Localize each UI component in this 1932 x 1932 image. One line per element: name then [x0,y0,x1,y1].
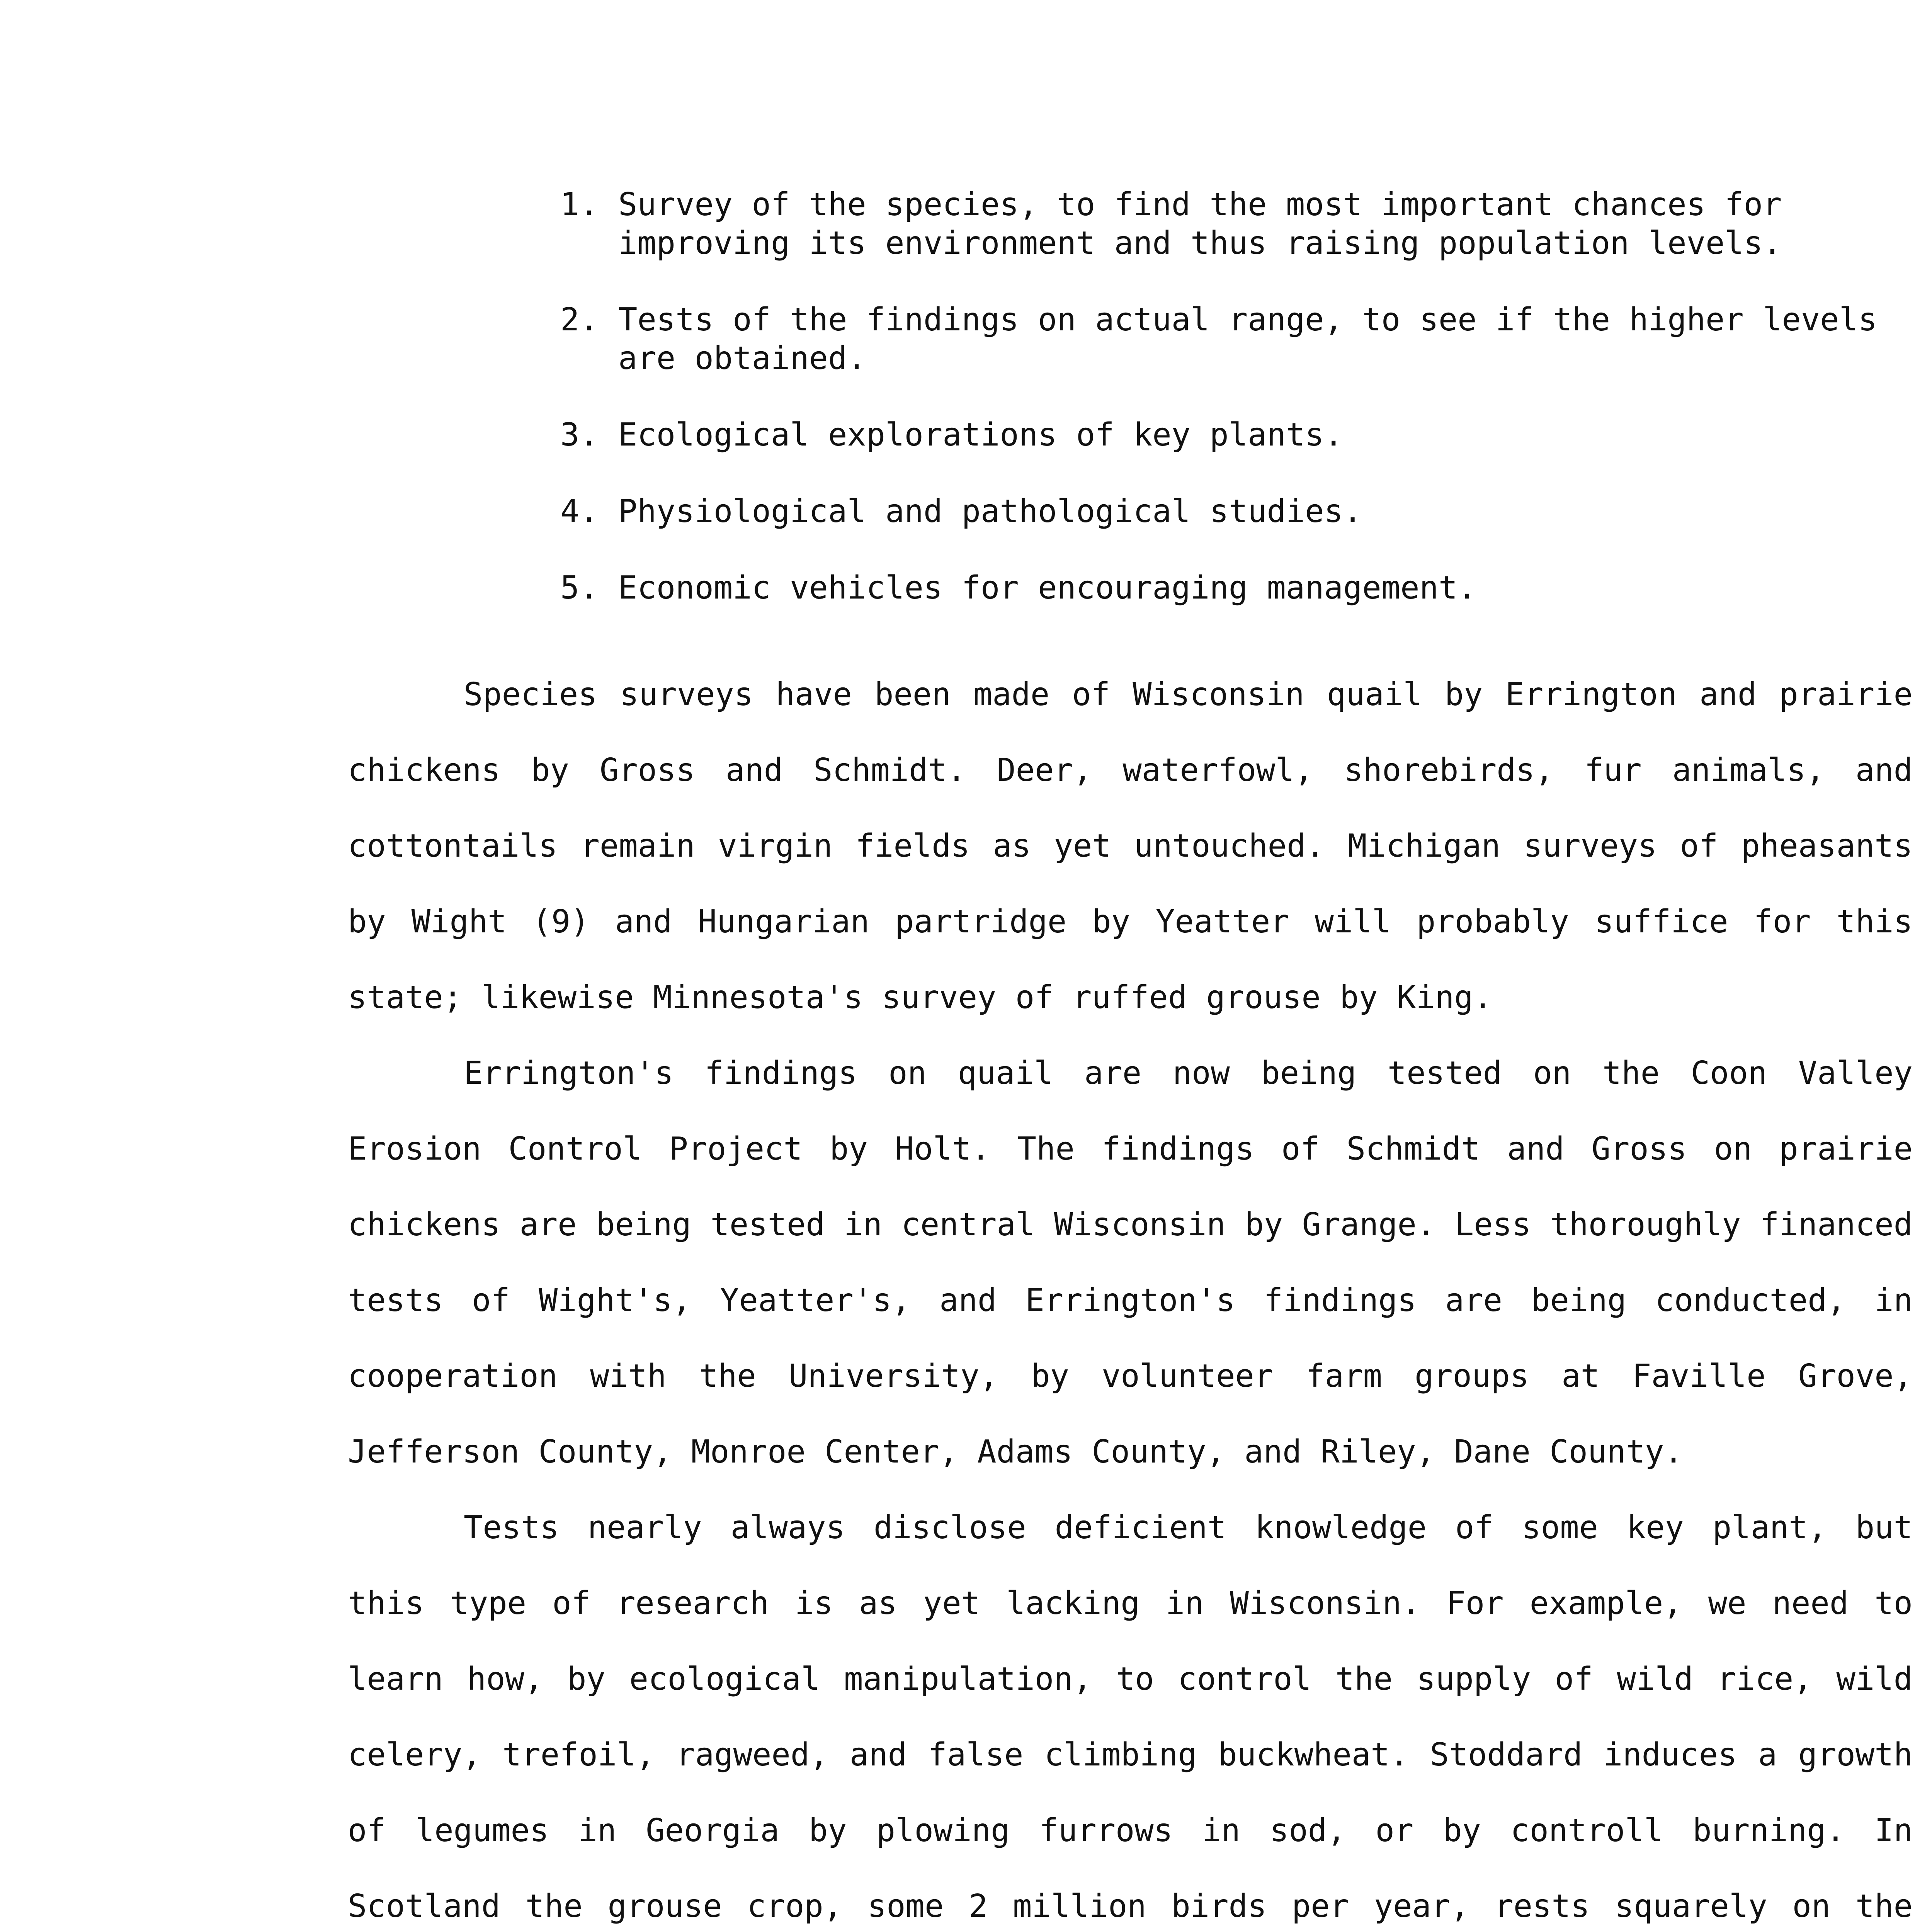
numbered-list [560,185,1913,645]
list-number: 1. [560,186,599,223]
list-number: 5. [560,570,599,606]
list-item [560,569,1913,607]
list-item [560,301,1913,378]
list-item [560,185,1913,263]
list-text: Ecological explorations of key plants. [618,417,1343,453]
list-text: Tests of the findings on actual range, to see if the higher levels are obtained. [618,301,1878,377]
list-number: 3. [560,417,599,453]
paragraph-findings-tests: Errington's findings on quail are now being tested on the Coon Valley Erosion Control Project by Holt. The findings of Schmidt and Gross on prairie chickens are being tested in central Wisconsin by Grange. Less thoroughly financed tests of Wight's, Yeatter's, and Errington's findings are being conducted, in cooperation with the University, by volunteer farm groups at Faville Grove, Jefferson County, Monroe Center, Adams County, and Riley, Dane County. [348,1055,1913,1470]
list-number: 2. [560,301,599,338]
list-text: Survey of the species, to find the most important chances for improving its environment and thus raising population levels. [618,186,1782,262]
paragraph-key-plants: Tests nearly always disclose deficient knowledge of some key plant, but this type of research is as yet lacking in Wisconsin. For example, we need to learn how, by ecological manipulation, to control the supply of wild rice, wild celery, trefoil, ragweed, and false climbing buckwheat. Stoddard induces a growth of legumes in Georgia by plowing furrows in sod, or by controll burning. In Scotland the grouse crop, some 2 million birds per year, rests squarely on the [348,1509,1913,1925]
list-text: Physiological and pathological studies. [618,493,1362,530]
list-item [560,492,1913,531]
paragraph-species-surveys: Species surveys have been made of Wisconsin quail by Errington and prairie chickens by Gross and Schmidt. Deer, waterfowl, shorebirds, fur animals, and cottontails remain virgin fields as yet untouched. Michigan surveys of pheasants by Wight (9) and Hungarian partridge by Yeatter will probably suffice for this state; likewise Minnesota's survey of ruffed grouse by King. [348,676,1913,1016]
list-text: Economic vehicles for encouraging management. [618,570,1477,606]
body-text [348,657,1913,1932]
list-item [560,416,1913,454]
list-number: 4. [560,493,599,530]
